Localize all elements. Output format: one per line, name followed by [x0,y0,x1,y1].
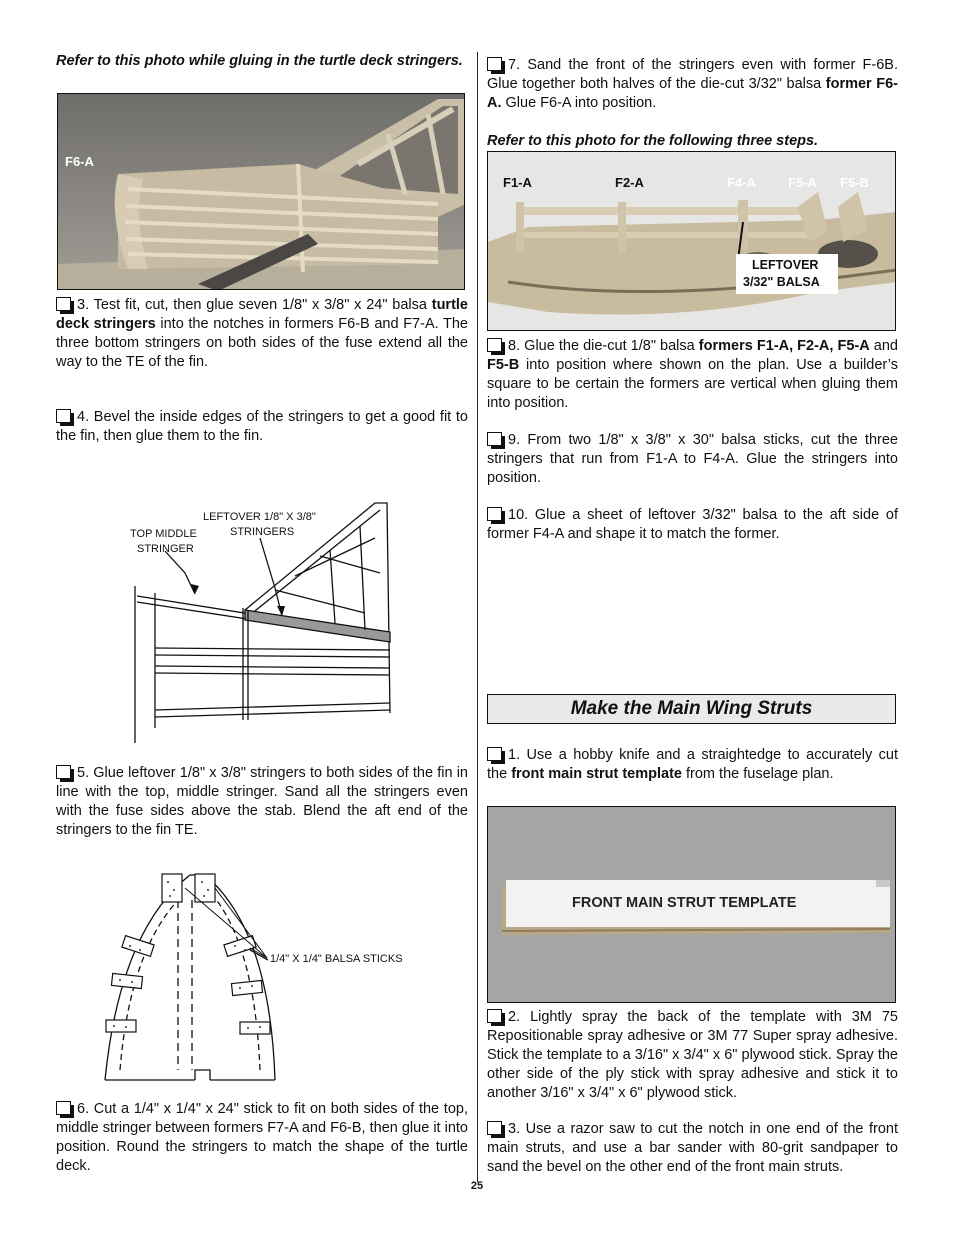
photo2-callout-leftover: LEFTOVER [752,258,819,272]
step-7-text: 7. Sand the front of the stringers even with former F-6B. Glue together both halves of the die-cut 3/32" balsa former F6-A. Glue F6-A into position. [487,57,898,111]
checkbox-icon[interactable] [487,507,502,521]
step-9-text: 9. From two 1/8" x 3/8" x 30" balsa sticks, cut the three stringers that run from F1-A to F4-A. Glue the stringers into position. [487,432,898,486]
label-top-middle-1: TOP MIDDLE [130,528,197,540]
checkbox-icon[interactable] [487,1009,502,1023]
checkbox-icon[interactable] [487,432,502,446]
checkbox-icon[interactable] [56,1101,71,1115]
photo2-label-f5b: F5-B [840,175,869,190]
step-8-text: 8. Glue the die-cut 1/8" balsa formers F1-A, F2-A, F5-A and F5-B into position where shown on the plan. Use a builder’s square to be certain the formers are vertical when gluing them into position. [487,338,898,411]
photo-caption-turtle-deck: Refer to this photo while gluing in the turtle deck stringers. [56,53,463,69]
label-leftover-2: STRINGERS [230,526,295,538]
left-column [56,52,468,70]
strut-step-2-text: 2. Lightly spray the back of the template with 3M 75 Repositionable spray adhesive or 3M 77 Super spray adhesive. Stick the template to a 3/16" x 3/4" x 6" plywood stick. Spray the other side of the ply stick with spray adhesive and stick it to another 3/16" x 3/4" x 6" plywood stick. [487,1009,898,1101]
page-number: 25 [470,1180,484,1192]
step-6-text: 6. Cut a 1/4" x 1/4" x 24" stick to fit on both sides of the top, middle stringer between formers F7-A and F6-B, then glue it into position. Round the stringers to match the shape of the turtle deck. [56,1101,468,1174]
checkbox-icon[interactable] [56,297,71,311]
photo-turtle-deck-stringers [57,93,465,290]
checkbox-icon[interactable] [487,57,502,71]
checkbox-icon[interactable] [56,765,71,779]
step-4-text: 4. Bevel the inside edges of the stringers to get a good fit to the fin, then glue them to the fin. [56,409,468,444]
photo-label-f6a: F6-A [65,154,94,169]
checkbox-icon[interactable] [487,747,502,761]
photo-formers-image [488,152,896,331]
label-leftover-1: LEFTOVER 1/8" X 3/8" [203,511,316,523]
step-5-text: 5. Glue leftover 1/8" x 3/8" stringers to both sides of the fin in line with the top, middle stringer. Sand all the stringers even with the fuse sides above the stab. Blend the aft end of the stringers to the fin TE. [56,765,468,838]
photo3-template-label: FRONT MAIN STRUT TEMPLATE [572,895,797,911]
photo2-label-f2a: F2-A [615,175,644,190]
photo-caption-three-steps: Refer to this photo for the following three steps. [487,133,819,149]
photo2-label-f5a: F5-A [788,175,817,190]
diagram-stringers-fin [125,498,425,750]
photo2-label-f4a: F4-A [727,175,756,190]
label-top-middle-2: STRINGER [137,543,194,555]
strut-step-3-text: 3. Use a razor saw to cut the notch in one end of the front main struts, and use a bar sander with 80-grit sandpaper to sand the bevel on the other end of the front main struts. [487,1121,898,1175]
section-title-wing-struts: Make the Main Wing Struts [487,694,896,724]
photo2-callout-balsa: 3/32" BALSA [743,275,820,289]
checkbox-icon[interactable] [487,338,502,352]
checkbox-icon[interactable] [56,409,71,423]
photo-turtle-deck-image [58,94,465,290]
strut-step-1-text: 1. Use a hobby knife and a straightedge to accurately cut the front main strut template from the fuselage plan. [487,747,898,782]
checkbox-icon[interactable] [487,1121,502,1135]
label-balsa-sticks: 1/4" X 1/4" BALSA STICKS [270,953,403,965]
diagram-turtle-deck-former [100,870,430,1085]
diagram-former-drawing [100,870,430,1085]
photo-formers [487,151,896,331]
step-3-text: 3. Test fit, cut, then glue seven 1/8" x 3/8" x 24" balsa turtle deck stringers into the notches in formers F6-B and F7-A. The three bottom stringers on both sides of the fuse extend all the way to the TE of the fin. [56,297,469,370]
step-10-text: 10. Glue a sheet of leftover 3/32" balsa to the aft side of former F4-A and shape it to match the former. [487,507,898,542]
column-divider [477,52,478,1182]
photo2-label-f1a: F1-A [503,175,532,190]
photo-strut-template [487,806,896,1003]
